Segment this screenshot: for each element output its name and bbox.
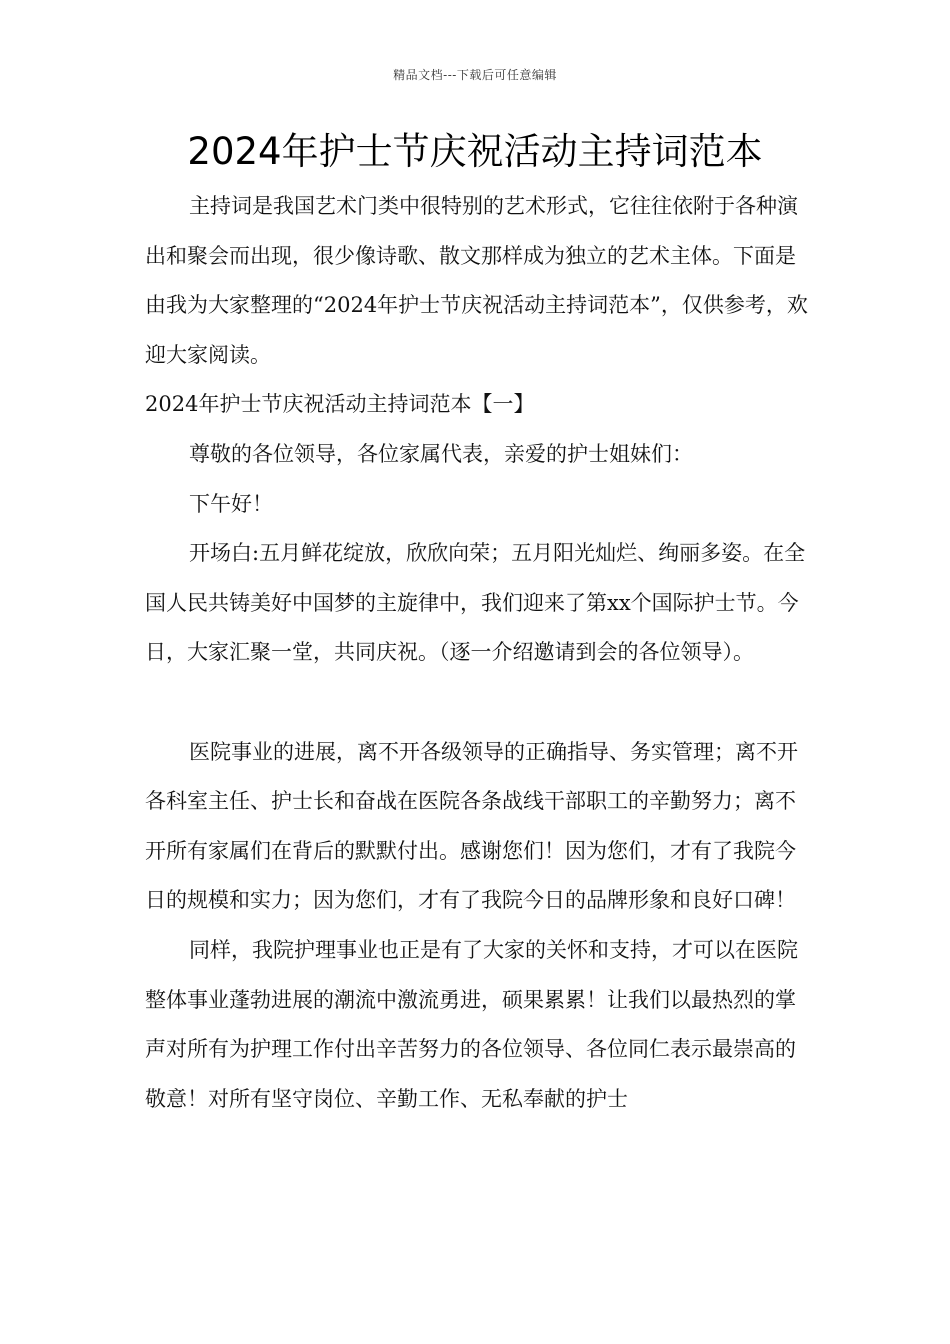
greeting-paragraph: 下午好！	[189, 491, 273, 516]
paragraph-gap	[145, 678, 810, 728]
nursing-paragraph: 同样，我院护理事业也正是有了大家的关怀和支持，才可以在医院整体事业蓬勃进展的潮流中激流勇进，硕果累累！让我们以最热烈的掌声对所有为护理工作付出辛苦努力的各位领导、各位同仁表示最崇高的敬意！对所有坚守岗位、辛勤工作、无私奉献的护士	[145, 937, 798, 1111]
section-heading: 2024年护士节庆祝活动主持词范本【一】	[145, 392, 535, 417]
intro-paragraph: 主持词是我国艺术门类中很特别的艺术形式，它往往依附于各种演出和聚会而出现，很少像诗歌、散文那样成为独立的艺术主体。下面是由我为大家整理的“2024年护士节庆祝活动主持词范本”，仅供参考，欢迎大家阅读。	[145, 194, 808, 367]
document-body	[145, 182, 810, 1124]
opening-paragraph: 开场白:五月鲜花绽放，欣欣向荣；五月阳光灿烂、绚丽多姿。在全国人民共铸美好中国梦的主旋律中，我们迎来了第xx个国际护士节。今日，大家汇聚一堂，共同庆祝。（逐一介绍邀请到会的各位领导）。	[145, 541, 806, 665]
header-note: 精品文档---下载后可任意编辑	[393, 68, 557, 82]
salutation-paragraph: 尊敬的各位领导，各位家属代表，亲爱的护士姐妹们：	[189, 441, 693, 466]
thanks-paragraph: 医院事业的进展，离不开各级领导的正确指导、务实管理；离不开各科室主任、护士长和奋战在医院各条战线干部职工的辛勤努力；离不开所有家属们在背后的默默付出。感谢您们！因为您们，才有了我院今日的规模和实力；因为您们，才有了我院今日的品牌形象和良好口碑！	[145, 739, 798, 913]
document-title: 2024年护士节庆祝活动主持词范本	[187, 130, 763, 173]
